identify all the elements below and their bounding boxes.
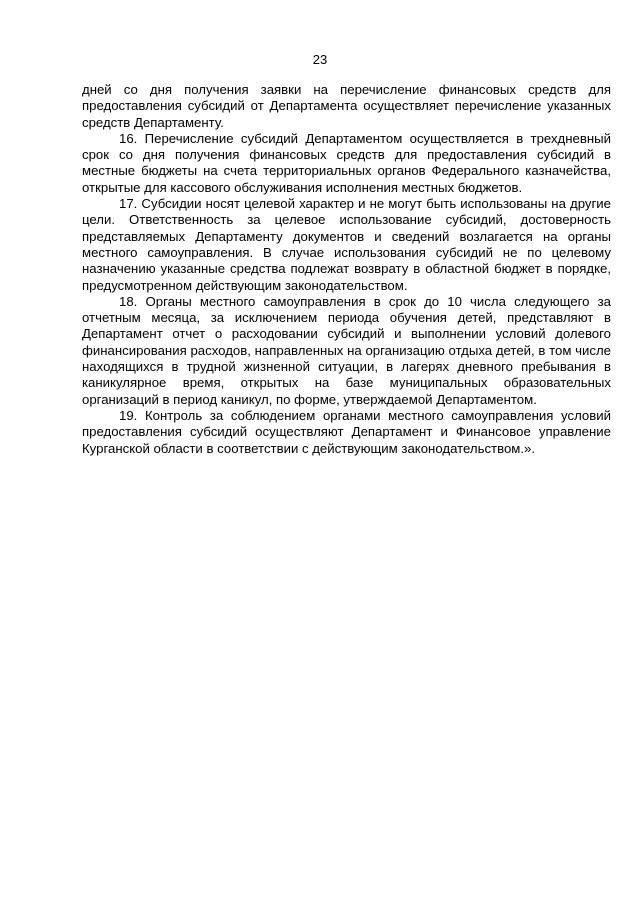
paragraph-19: 19. Контроль за соблюдением органами местного самоуправления условий предоставления субсидий осуществляют Департамент и Финансовое управление Курганской области в соответствии с действующим законодательством.».	[82, 407, 611, 456]
paragraph-17: 17. Субсидии носят целевой характер и не могут быть использованы на другие цели. Ответственность за целевое использование субсидий, достоверность представляемых Департаменту документов и сведений возлагается на органы местного самоуправления. В случае использования субсидий не по целевому назначению указанные средства подлежат возврату в областной бюджет в порядке, предусмотренном действующим законодательством.	[82, 196, 611, 293]
paragraph-18: 18. Органы местного самоуправления в срок до 10 числа следующего за отчетным месяца, за исключением периода обучения детей, представляют в Департамент отчет о расходовании субсидий и выполнении условий долевого финансирования расходов, направленных на организацию отдыха детей, в том числе находящихся в трудной жизненной ситуации, в лагерях дневного пребывания в каникулярное время, открытых на базе муниципальных образовательных организаций в период каникул, по форме, утверждаемой Департаментом.	[82, 293, 611, 407]
document-body	[82, 82, 611, 457]
paragraph-16: 16. Перечисление субсидий Департаментом осуществляется в трехдневный срок со дня получения финансовых средств для предоставления субсидий в местные бюджеты на счета территориальных органов Федерального казначейства, открытые для кассового обслуживания исполнения местных бюджетов.	[82, 130, 611, 195]
paragraph-continuation: дней со дня получения заявки на перечисление финансовых средств для предоставления субсидий от Департамента осуществляет перечисление указанных средств Департаменту.	[82, 82, 611, 130]
page-number: 23	[312, 52, 328, 67]
